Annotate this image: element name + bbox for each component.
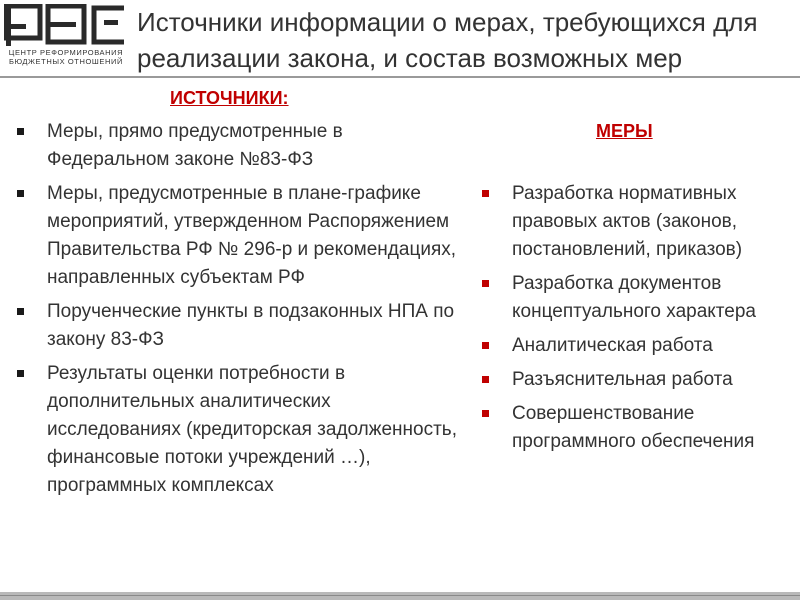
list-item [17,118,457,174]
title-divider [0,76,800,78]
sources-list [17,118,457,506]
square-bullet-icon [17,128,24,135]
list-item [17,180,457,292]
square-bullet-icon [482,190,489,197]
measures-item-text: Разъяснительная работа [512,369,733,390]
square-bullet-icon [17,308,24,315]
measures-item-text: Разработка нормативных правовых актов (законов, постановлений, приказов) [512,183,743,260]
sources-item-text: Меры, предусмотренные в плане-графике мероприятий, утвержденном Распоряжением Правительства РФ № 296-р и рекомендациях, направленных субъектам РФ [47,183,457,288]
list-item [482,400,782,456]
square-bullet-icon [482,376,489,383]
square-bullet-icon [17,190,24,197]
list-item [17,360,457,500]
logo [4,4,128,72]
measures-heading: МЕРЫ [596,121,653,141]
sources-item-text: Результаты оценки потребности в дополнительных аналитических исследованиях (кредиторская задолженность, финансовые потоки учреждений …), программных комплексах [47,363,457,496]
logo-subtitle-line1: ЦЕНТР РЕФОРМИРОВАНИЯ [8,48,124,57]
list-item [17,298,457,354]
footer-bar [0,592,800,600]
logo-subtitle [4,48,128,66]
measures-list [482,180,782,462]
square-bullet-icon [482,342,489,349]
list-item [482,180,782,264]
square-bullet-icon [482,410,489,417]
sources-heading: ИСТОЧНИКИ: [170,88,289,108]
page-title: Источники информации о мерах, требующихся для реализации закона, и состав возможных мер [137,7,758,73]
logo-subtitle-line2: БЮДЖЕТНЫХ ОТНОШЕНИЙ [8,57,124,66]
measures-item-text: Аналитическая работа [512,335,713,356]
measures-item-text: Разработка документов концептуального характера [512,273,756,322]
list-item [482,366,782,394]
measures-item-text: Совершенствование программного обеспечения [512,403,755,452]
sources-item-text: Меры, прямо предусмотренные в Федеральном законе №83-ФЗ [47,121,343,170]
list-item [482,332,782,360]
pbc-logo-icon [4,4,128,48]
square-bullet-icon [482,280,489,287]
list-item [482,270,782,326]
sources-item-text: Порученческие пункты в подзаконных НПА по закону 83-ФЗ [47,301,455,350]
square-bullet-icon [17,370,24,377]
footer-line [0,595,800,596]
